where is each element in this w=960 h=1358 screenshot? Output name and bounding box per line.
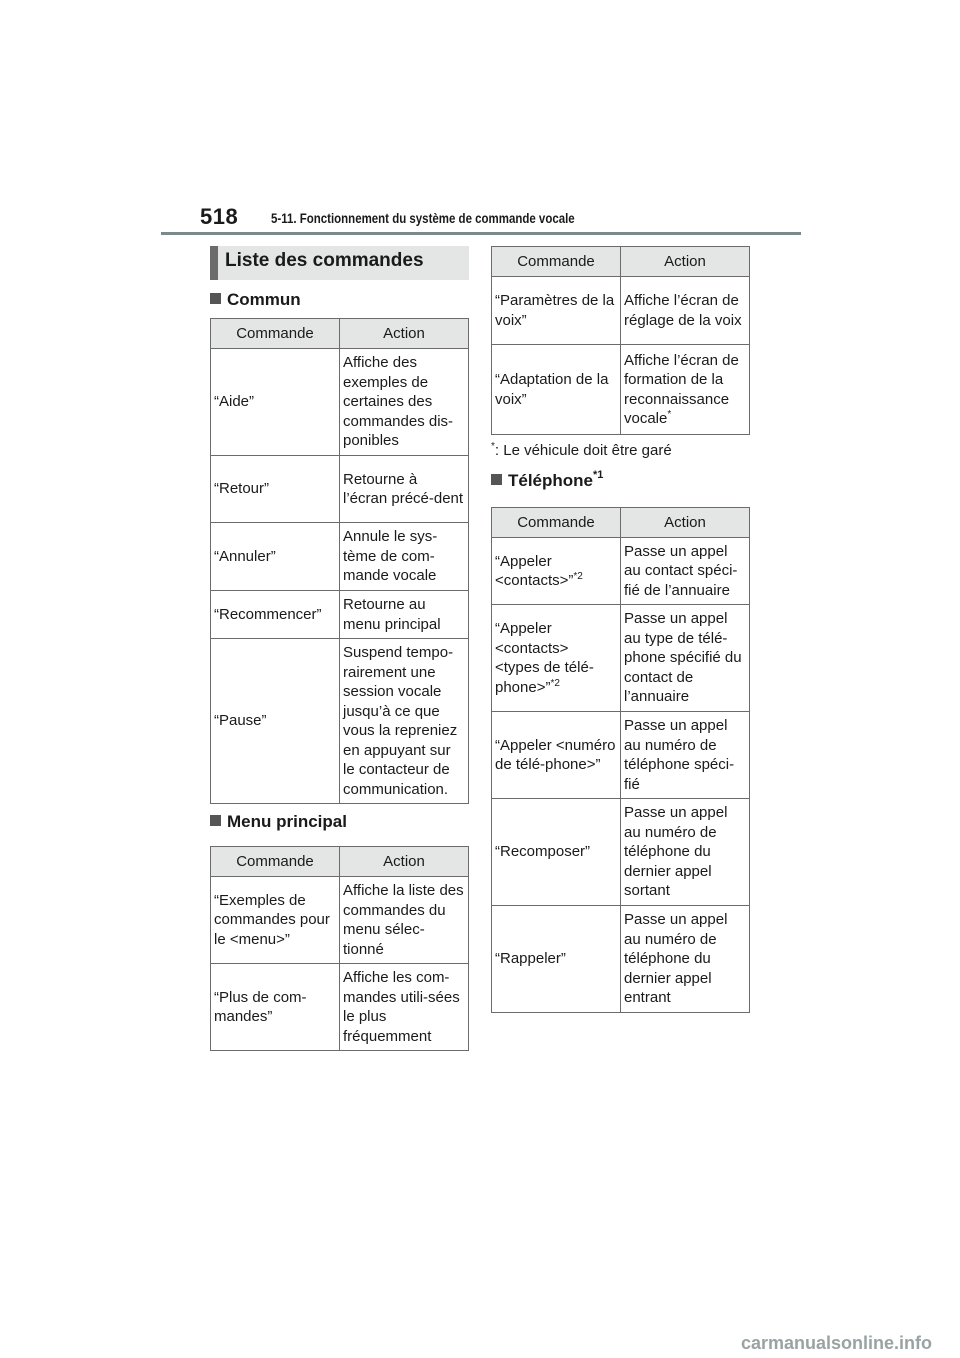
command-cell: “Appeler <contacts> <types de télé-phone>”$^{*2}$ — [492, 605, 621, 712]
chapter-title: 5-11. Fonctionnement du système de commande vocale — [271, 210, 575, 226]
table-header-row — [492, 508, 750, 538]
header-command: Commande — [492, 247, 621, 277]
action-cell: Affiche la liste des commandes du menu sélec-tionné — [340, 877, 469, 964]
table-row — [492, 345, 750, 435]
square-bullet-icon — [210, 293, 221, 304]
action-cell: Retourne au menu principal — [340, 591, 469, 639]
subhead-telephone: Téléphone$^{*1}$ — [491, 469, 750, 493]
command-note: *2 — [573, 571, 583, 582]
page-header — [195, 204, 801, 234]
command-cell: “Aide” — [211, 349, 340, 456]
telephone-table — [491, 507, 750, 1013]
table-header-row — [211, 319, 469, 349]
command-cell: “Retour” — [211, 456, 340, 523]
left-column — [210, 246, 469, 1051]
action-cell: Passe un appel au numéro de téléphone du dernier appel entrant — [621, 906, 750, 1013]
action-cell: Passe un appel au numéro de téléphone spéci-fié — [621, 712, 750, 799]
header-command: Commande — [211, 319, 340, 349]
command-cell: “Recomposer” — [492, 799, 621, 906]
table-row — [211, 877, 469, 964]
square-bullet-icon — [210, 815, 221, 826]
table-row — [492, 712, 750, 799]
header-rule — [161, 232, 801, 235]
square-bullet-icon — [491, 474, 502, 485]
header-command: Commande — [492, 508, 621, 538]
action-cell: Passe un appel au numéro de téléphone du dernier appel sortant — [621, 799, 750, 906]
table-row — [492, 538, 750, 605]
footnote: *: Le véhicule doit être garé — [491, 441, 672, 459]
table-header-row — [211, 847, 469, 877]
command-note: *2 — [550, 677, 560, 689]
action-cell: Retourne à l’écran précé-dent — [340, 456, 469, 523]
title-note: *1 — [593, 469, 604, 481]
command-cell: “Exemples de commandes pour le <menu>” — [211, 877, 340, 964]
table-row — [492, 906, 750, 1013]
subhead-menu-principal: Menu principal — [210, 810, 469, 834]
command-cell: “Adaptation de la voix” — [492, 345, 621, 435]
command-cell: “Rappeler” — [492, 906, 621, 1013]
table-row — [492, 799, 750, 906]
command-cell: “Annuler” — [211, 523, 340, 591]
action-cell: Suspend tempo-rairement une session vocale jusqu’à ce que vous la repreniez en appuyant sur le contacteur de communication. — [340, 639, 469, 804]
footnote-marker: * — [491, 441, 495, 452]
action-cell: Affiche l’écran de réglage de la voix — [621, 277, 750, 345]
action-cell: Passe un appel au type de télé-phone spécifié du contact de l’annuaire — [621, 605, 750, 712]
commun-table — [210, 318, 469, 804]
action-cell: Affiche des exemples de certaines des commandes dis-ponibles — [340, 349, 469, 456]
action-cell: Annule le sys-tème de com-mande vocale — [340, 523, 469, 591]
command-cell: “Appeler <numéro de télé-phone>” — [492, 712, 621, 799]
command-cell: “Paramètres de la voix” — [492, 277, 621, 345]
header-action: Action — [340, 847, 469, 877]
table-row — [211, 349, 469, 456]
table-row — [211, 523, 469, 591]
command-cell: “Pause” — [211, 639, 340, 804]
watermark: carmanualsonline.info — [740, 1333, 932, 1353]
table-row — [211, 456, 469, 523]
section-title: Liste des commandes — [210, 246, 469, 280]
table-header-row — [492, 247, 750, 277]
header-action: Action — [340, 319, 469, 349]
right-column — [491, 246, 750, 1013]
header-action: Action — [621, 247, 750, 277]
page-number: 518 — [200, 204, 239, 229]
header-command: Commande — [211, 847, 340, 877]
action-cell: Affiche les com-mandes utili-sées le plus fréquemment — [340, 964, 469, 1051]
command-cell: “Recommencer” — [211, 591, 340, 639]
table-row — [211, 591, 469, 639]
table-row — [492, 277, 750, 345]
menu-principal-table — [210, 846, 469, 1051]
table-row — [211, 964, 469, 1051]
action-cell: Affiche l’écran de formation de la reconnaissance vocale* — [621, 345, 750, 435]
footnote-marker: * — [667, 409, 672, 420]
command-cell: “Plus de com-mandes” — [211, 964, 340, 1051]
table-row — [492, 605, 750, 712]
header-action: Action — [621, 508, 750, 538]
table-row — [211, 639, 469, 804]
subhead-commun: Commun — [210, 288, 469, 312]
voix-table — [491, 246, 750, 435]
command-cell: “Appeler <contacts>”$^{*2}$ — [492, 538, 621, 605]
action-cell: Passe un appel au contact spéci-fié de l’annuaire — [621, 538, 750, 605]
